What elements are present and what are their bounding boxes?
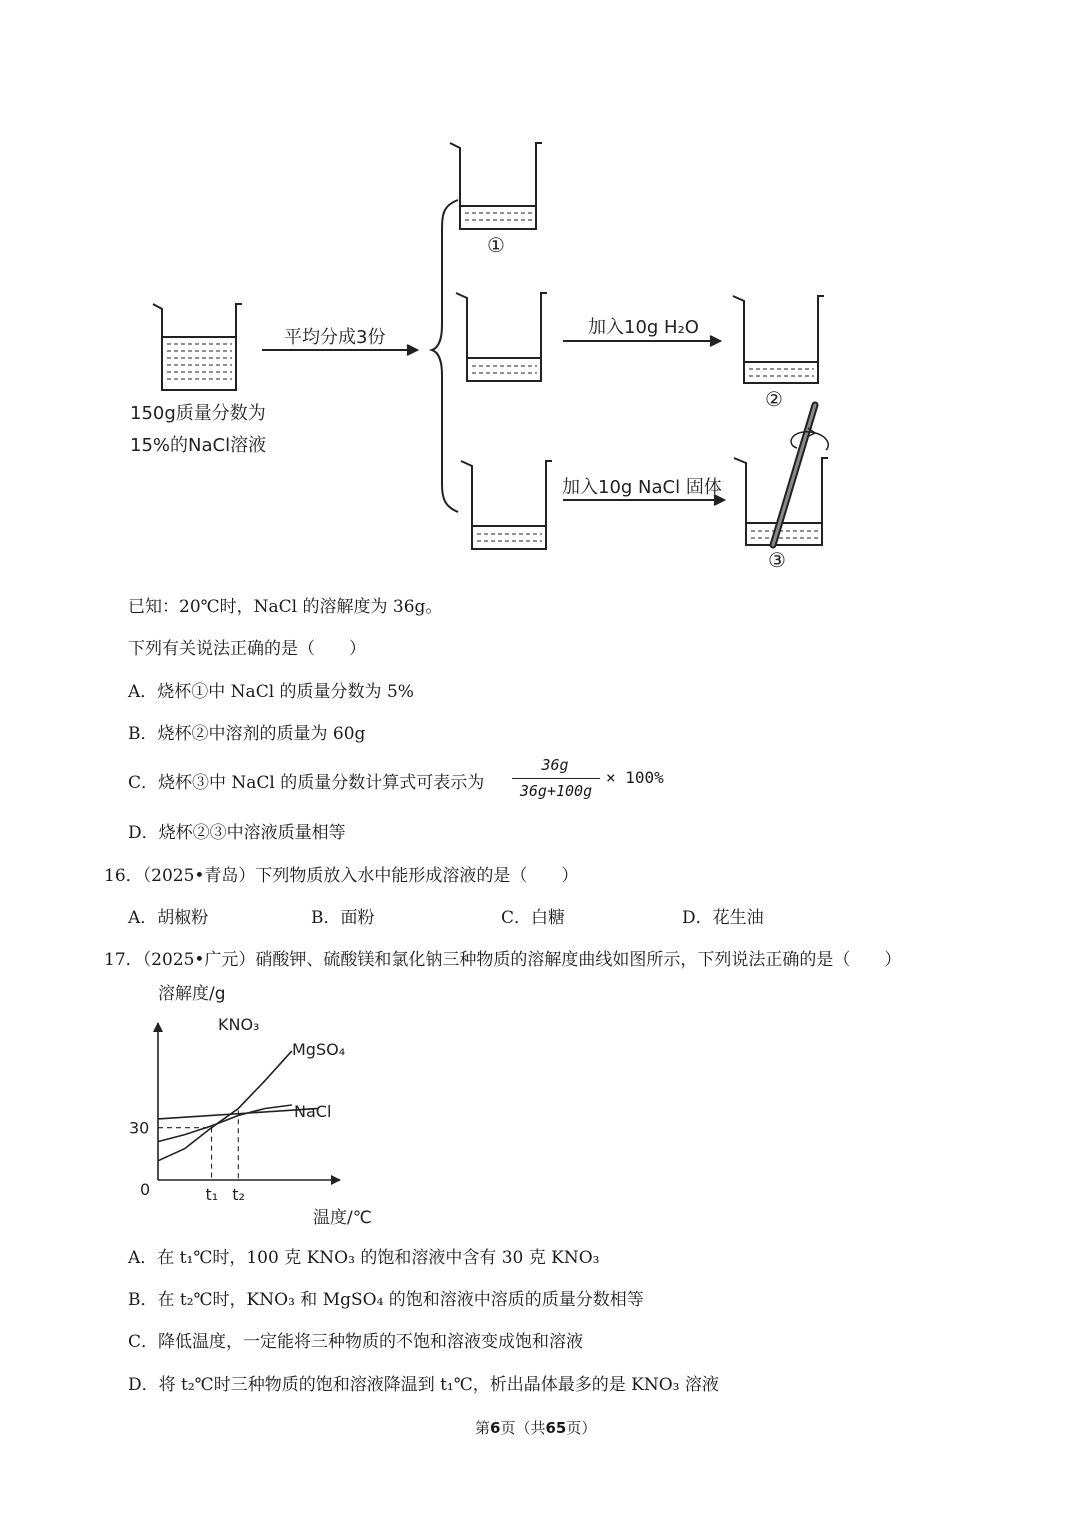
q17-option-b[interactable]: B．在 t₂℃时，KNO₃ 和 MgSO₄ 的饱和溶液中溶质的质量分数相等 xyxy=(128,1290,644,1310)
y-axis-arrow xyxy=(153,1022,163,1032)
footer-middle: 页（共 xyxy=(500,1419,546,1437)
page-footer xyxy=(475,1417,596,1438)
q17-option-c[interactable]: C．降低温度，一定能将三种物质的不饱和溶液变成饱和溶液 xyxy=(128,1332,584,1352)
q16-option-a[interactable]: A．胡椒粉 xyxy=(128,908,209,928)
mgso4-curve xyxy=(158,1105,292,1142)
x-tick-t1: t₁ xyxy=(205,1185,219,1204)
fraction-numerator: 36g xyxy=(541,756,569,774)
beaker-experiment-figure xyxy=(0,0,1080,580)
beaker-middle xyxy=(456,293,547,381)
q15-stem: 下列有关说法正确的是（ ） xyxy=(128,639,366,659)
x-axis-arrow xyxy=(331,1175,341,1185)
beaker-1-label: ① xyxy=(487,233,505,257)
kno3-label: KNO₃ xyxy=(218,1015,260,1034)
footer-total-pages: 65 xyxy=(545,1419,567,1437)
footer-suffix: 页） xyxy=(566,1419,597,1437)
q15-option-c[interactable] xyxy=(128,754,688,806)
q15-option-a[interactable]: A．烧杯①中 NaCl 的质量分数为 5% xyxy=(128,682,414,702)
chart-xlabel: 温度/℃ xyxy=(313,1208,372,1228)
initial-solution-line1: 150g质量分数为 xyxy=(130,403,266,424)
q16-stem: 16．（2025•青岛）下列物质放入水中能形成溶液的是（ ） xyxy=(104,866,579,886)
mgso4-label: MgSO₄ xyxy=(292,1040,346,1059)
beaker-3 xyxy=(734,458,828,545)
beaker-3-label: ③ xyxy=(768,548,786,572)
initial-solution-line2: 15%的NaCl溶液 xyxy=(130,435,267,456)
brace xyxy=(432,200,458,512)
fraction-bar xyxy=(512,778,600,779)
q16-option-c[interactable]: C．白糖 xyxy=(501,908,566,928)
x-tick-t2: t₂ xyxy=(232,1185,245,1204)
kno3-curve xyxy=(158,1051,292,1161)
y-tick-30: 30 xyxy=(129,1118,150,1138)
q15-option-d[interactable]: D．烧杯②③中溶液质量相等 xyxy=(128,823,346,843)
q17-option-a[interactable]: A．在 t₁℃时，100 克 KNO₃ 的饱和溶液中含有 30 克 KNO₃ xyxy=(128,1248,600,1268)
add-water-label: 加入10g H₂O xyxy=(588,317,699,338)
beaker-bottom xyxy=(461,461,552,549)
beaker-2-label: ② xyxy=(765,387,783,411)
q16-option-d[interactable]: D．花生油 xyxy=(682,908,764,928)
q15-option-b[interactable]: B．烧杯②中溶剂的质量为 60g xyxy=(128,724,366,744)
initial-beaker-liquid xyxy=(167,344,232,379)
split-label: 平均分成3份 xyxy=(284,327,386,348)
solubility-chart xyxy=(120,975,390,1235)
beaker-1 xyxy=(450,143,542,229)
chart-ylabel: 溶解度/g xyxy=(158,984,226,1004)
q17-option-d[interactable]: D．将 t₂℃时三种物质的饱和溶液降温到 t₁℃，析出晶体最多的是 KNO₃ 溶液 xyxy=(128,1375,719,1395)
beaker-2 xyxy=(733,296,824,383)
q15-option-c-suffix: × 100% xyxy=(606,768,664,787)
footer-page-number: 6 xyxy=(490,1419,501,1437)
fraction-denominator: 36g+100g xyxy=(519,782,593,800)
chart-origin-label: 0 xyxy=(140,1180,151,1199)
q17-stem: 17．（2025•广元）硝酸钾、硫酸镁和氯化钠三种物质的溶解度曲线如图所示，下列说法正确的是（ ） xyxy=(104,950,902,970)
add-nacl-label: 加入10g NaCl 固体 xyxy=(562,477,722,498)
nacl-label: NaCl xyxy=(294,1102,332,1121)
footer-prefix: 第 xyxy=(475,1419,491,1437)
q16-option-b[interactable]: B．面粉 xyxy=(311,908,375,928)
initial-beaker xyxy=(153,304,242,390)
q15-option-c-prefix: C．烧杯③中 NaCl 的质量分数计算式可表示为 xyxy=(128,773,485,793)
q15-known: 已知：20℃时，NaCl 的溶解度为 36g。 xyxy=(128,597,443,617)
